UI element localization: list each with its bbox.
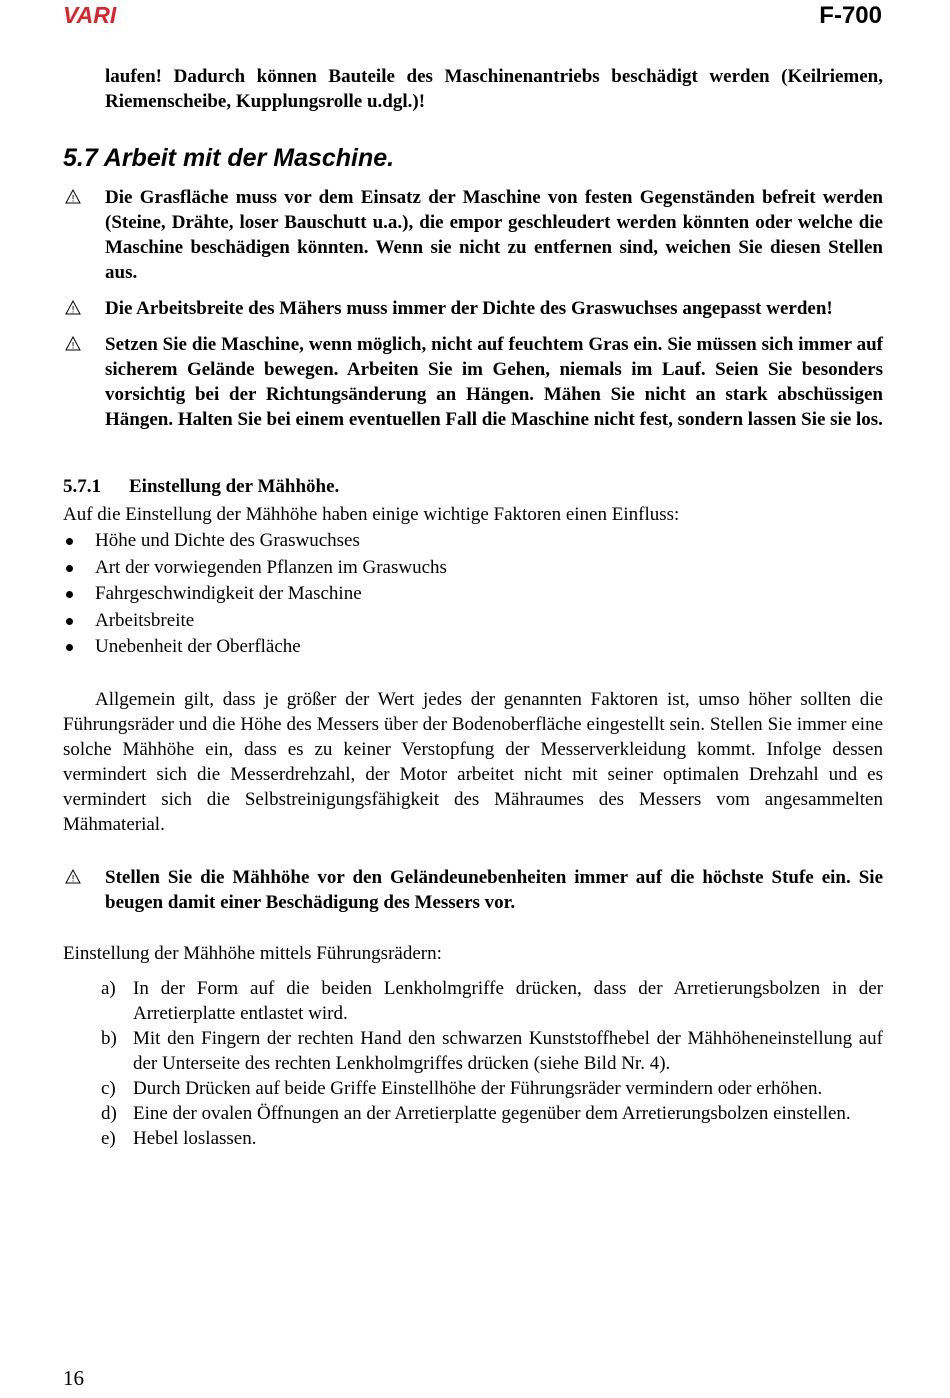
- document-code: F-700: [819, 2, 882, 29]
- list-item: e) Hebel loslassen.: [101, 1127, 257, 1149]
- steps-list: [63, 976, 883, 1151]
- bullet-dot-icon: [66, 538, 73, 545]
- subsection-number: 5.7.1: [63, 476, 101, 497]
- vari-logo: [63, 4, 175, 26]
- warning-text: Setzen Sie die Maschine, wenn möglich, nicht auf feuchtem Gras ein. Sie müssen sich immer auf sicherem Gelände bewegen. Arbeiten Sie im Gehen, niemals im Lauf. Seien Sie besonders vorsichtig bei der Richtungsänderung an Hängen. Mähen Sie nicht an stark abschüssigen Hängen. Halten Sie bei einem eventuellen Fall die Maschine nicht fest, sondern lassen Sie sie los.: [105, 334, 883, 430]
- warning-text: Die Grasfläche muss vor dem Einsatz der Maschine von festen Gegenständen befreit werden (Steine, Drähte, loser Bauschutt u.a.), die empor geschleudert werden könnten oder welche die Maschine beschädigen könnten. Wenn sie nicht zu entfernen sind, weichen Sie diesen Stellen aus.: [105, 187, 883, 283]
- vari-logo-text: VARI: [63, 4, 117, 26]
- svg-text:!: !: [71, 341, 75, 351]
- warning-triangle-icon: [65, 336, 81, 356]
- list-item: Höhe und Dichte des Graswuchses: [63, 528, 883, 555]
- factors-intro: Auf die Einstellung der Mähhöhe haben einige wichtige Faktoren einen Einfluss:: [63, 504, 680, 525]
- warning-triangle-icon: [65, 869, 81, 889]
- warning-triangle-icon: [65, 300, 81, 320]
- page-content: [63, 64, 883, 1151]
- warning-text: Stellen Sie die Mähhöhe vor den Geländeunebenheiten immer auf die höchste Stufe ein. Sie beugen damit einer Beschädigung des Messers vor.: [105, 866, 883, 913]
- warning-block: [63, 332, 883, 432]
- section-title: 5.7 Arbeit mit der Maschine.: [63, 144, 395, 172]
- svg-text:!: !: [71, 194, 75, 204]
- bullet-dot-icon: [66, 591, 73, 598]
- list-item: Unebenheit der Oberfläche: [63, 634, 883, 661]
- list-item: d) Eine der ovalen Öffnungen an der Arretierplatte gegenüber dem Arretierungsbolzen einstellen.: [101, 1102, 851, 1124]
- factors-list: [63, 528, 883, 661]
- page-number: 16: [63, 1366, 84, 1390]
- svg-text:!: !: [71, 305, 75, 315]
- list-item: Arbeitsbreite: [63, 608, 883, 635]
- list-item: Art der vorwiegenden Pflanzen im Graswuchs: [63, 555, 883, 582]
- body-paragraph: Allgemein gilt, dass je größer der Wert jedes der genannten Faktoren ist, umso höher sollten die Führungsräder und die Höhe des Messers über der Bodenoberfläche eingestellt sein. Stellen Sie immer eine solche Mähhöhe ein, dass es zu keiner Verstopfung der Messerverkleidung kommt. Infolge dessen vermindert sich die Messerdrehzahl, der Motor arbeitet nicht mit seiner optimalen Drehzahl und es vermindert sich die Selbstreinigungsfähigkeit des Mähraumes des Messers vom angesammelten Mähmaterial.: [63, 688, 883, 835]
- list-item: c) Durch Drücken auf beide Griffe Einstellhöhe der Führungsräder vermindern oder erhöhen.: [101, 1077, 823, 1099]
- list-item: Fahrgeschwindigkeit der Maschine: [63, 581, 883, 608]
- list-item: a) In der Form auf die beiden Lenkholmgriffe drücken, dass der Arretierungsbolzen in der Arretierplatte entlastet wird.: [101, 977, 883, 1024]
- bullet-dot-icon: [66, 565, 73, 572]
- warning-text: Die Arbeitsbreite des Mähers muss immer der Dichte des Graswuchses angepasst werden!: [105, 298, 833, 319]
- subsection-title-text: Einstellung der Mähhöhe.: [129, 476, 340, 497]
- warning-block: [63, 865, 883, 915]
- bullet-dot-icon: [66, 618, 73, 625]
- warning-triangle-icon: [65, 189, 81, 209]
- svg-text:!: !: [71, 874, 75, 884]
- warning-block: [63, 296, 883, 321]
- steps-intro: Einstellung der Mähhöhe mittels Führungsrädern:: [63, 942, 442, 964]
- list-item: b) Mit den Fingern der rechten Hand den schwarzen Kunststoffhebel der Mähhöheneinstellung auf der Unterseite des rechten Lenkholmgriffes drücken (siehe Bild Nr. 4).: [101, 1027, 883, 1074]
- intro-text: laufen! Dadurch können Bauteile des Maschinenantriebs beschädigt werden (Keilriemen, Riemenscheibe, Kupplungsrolle u.dgl.)!: [105, 66, 883, 112]
- bullet-dot-icon: [66, 644, 73, 651]
- subsection-title: [63, 476, 883, 498]
- warning-block: [63, 185, 883, 285]
